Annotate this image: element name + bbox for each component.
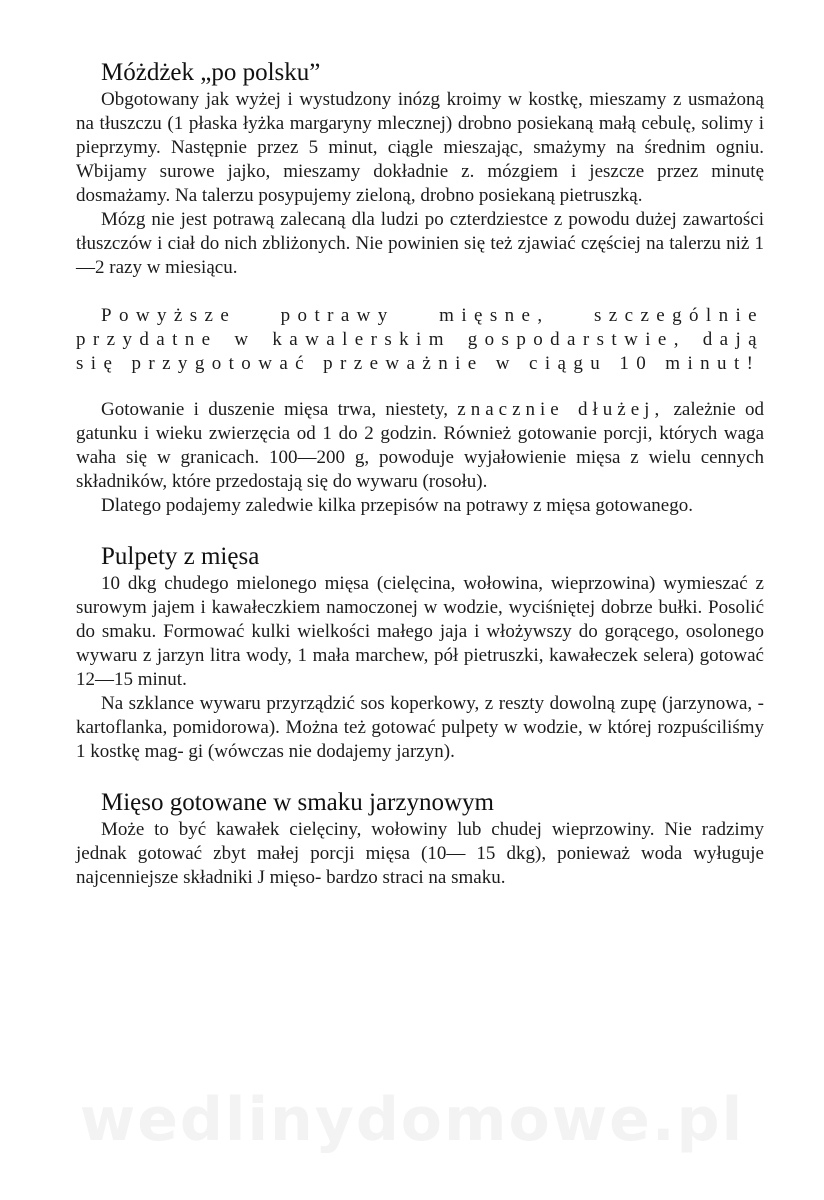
paragraph: Obgotowany jak wyżej i wystudzony inózg kroimy w kostkę, mieszamy z usmażoną na tłuszczu (1 płaska łyżka margaryny mlecznej) drobno posiekaną małą cebulę, solimy i pieprzymy. Następnie przez 5 minut, ciągle mieszając, smażymy na średnim ogniu. Wbijamy surowe jajko, mieszamy dokładnie z. mózgiem i jeszcze przez minutę dosmażamy. Na talerzu posypujemy zieloną, drobno posiekaną pietruszką. — [76, 89, 764, 206]
text-run: zależnie od gatunku i wieku zwierzęcia od 1 do 2 godzin. Również gotowanie porcji, których waga waha się w granicach. 100—200 g, powoduje wyjałowienie mięsa z wielu cennych składników, które przedostają się do wywaru (rosołu). — [76, 399, 765, 492]
section-heading-pulpety: Pulpety z mięsa — [101, 543, 260, 570]
section-heading-mieso: Mięso gotowane w smaku jarzynowym — [101, 789, 494, 816]
emphasized-text: znacznie dłużej, — [457, 399, 665, 420]
paragraph: Dlatego podajemy zaledwie kilka przepisów na potrawy z mięsa gotowanego. — [101, 495, 693, 516]
paragraph: Mózg nie jest potrawą zalecaną dla ludzi po czterdziestce z powodu dużej zawartości tłuszczów i ciał do nich zbliżonych. Nie powinien się też zjawiać częściej na talerzu niż 1—2 razy w miesiącu. — [76, 209, 764, 278]
spaced-note: Powyższe potrawy mięsne, szczególnie przydatne w kawalerskim gospodarstwie, dają się przygotować przeważnie w ciągu 10 minut! — [76, 305, 764, 374]
paragraph: Może to być kawałek cielęciny, wołowiny lub chudej wieprzowiny. Nie radzimy jednak gotować zbyt małej porcji mięsa (10— 15 dkg), ponieważ woda wyługuje najcenniejsze składniki J mięso- bardzo straci na smaku. — [76, 819, 764, 888]
document-page — [76, 58, 764, 890]
paragraph — [76, 398, 764, 494]
paragraph: 10 dkg chudego mielonego mięsa (cielęcina, wołowina, wieprzowina) wymieszać z surowym jajem i kawałeczkiem namoczonej w wodzie, wyciśniętej dobrze bułki. Posolić do smaku. Formować kulki wielkości małego jaja i włożywszy do gorącego, osolonego wywaru z jarzyn litra wody, 1 mała marchew, pół pietruszki, kawałeczek selera) gotować 12—15 minut. — [76, 573, 764, 690]
watermark: wedlinydomowe.pl — [79, 1085, 745, 1155]
section-heading-mozdzek: Móżdżek „po polsku” — [101, 59, 321, 86]
paragraph: Na szklance wywaru przyrządzić sos koperkowy, z reszty dowolną zupę (jarzynowa, -kartoflanka, pomidorowa). Można też gotować pulpety w wodzie, w której rozpuściliśmy 1 kostkę mag- gi (wówczas nie dodajemy jarzyn). — [76, 693, 764, 762]
text-run: Gotowanie i duszenie mięsa trwa, niestety, — [101, 399, 448, 420]
